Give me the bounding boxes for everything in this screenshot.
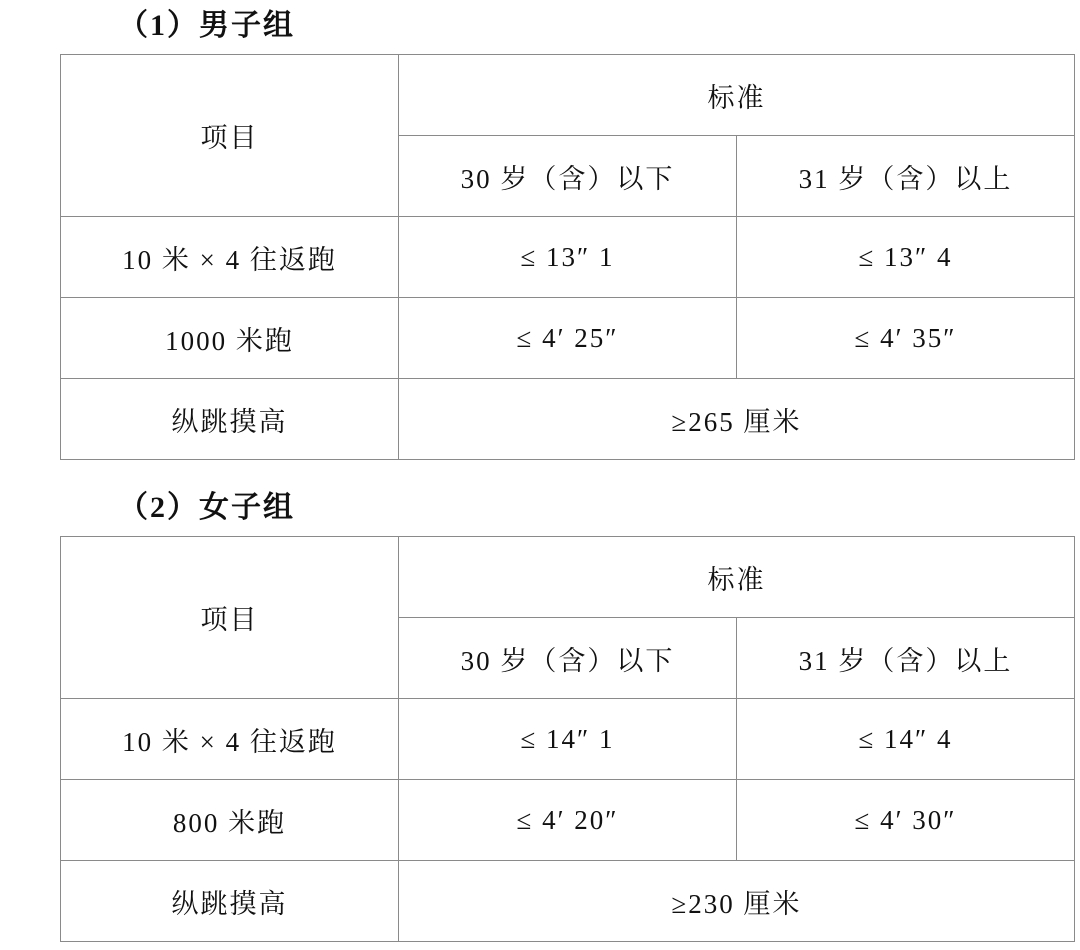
header-standard-men: 标准 <box>399 55 1075 136</box>
section-spacer <box>0 460 1080 482</box>
row-value-combined: ≥265 厘米 <box>399 379 1075 460</box>
row-item-label: 纵跳摸高 <box>61 379 399 460</box>
section-women <box>0 482 1080 942</box>
header-item-women: 项目 <box>61 537 399 699</box>
table-row <box>61 298 1075 379</box>
section-title-men: （1）男子组 <box>118 9 295 42</box>
row-item-label: 纵跳摸高 <box>61 861 399 942</box>
row-value-age-2: ≤ 14″ 4 <box>737 699 1075 780</box>
row-value-age-2: ≤ 13″ 4 <box>737 217 1075 298</box>
standards-table-women <box>60 536 1075 942</box>
table-row <box>61 55 1075 136</box>
row-value-age-1: ≤ 4′ 20″ <box>399 780 737 861</box>
header-age-group-1-women: 30 岁（含）以下 <box>399 618 737 699</box>
section-title-women: （2）女子组 <box>118 491 295 524</box>
header-age-group-2-women: 31 岁（含）以上 <box>737 618 1075 699</box>
table-row <box>61 379 1075 460</box>
table-row <box>61 861 1075 942</box>
section-men <box>0 0 1080 460</box>
table-row <box>61 780 1075 861</box>
standards-table-men <box>60 54 1075 460</box>
row-value-age-1: ≤ 13″ 1 <box>399 217 737 298</box>
row-value-age-2: ≤ 4′ 30″ <box>737 780 1075 861</box>
header-age-group-2-men: 31 岁（含）以上 <box>737 136 1075 217</box>
row-value-age-2: ≤ 4′ 35″ <box>737 298 1075 379</box>
row-item-label: 1000 米跑 <box>61 298 399 379</box>
table-row <box>61 699 1075 780</box>
row-value-age-1: ≤ 4′ 25″ <box>399 298 737 379</box>
header-standard-women: 标准 <box>399 537 1075 618</box>
header-item-men: 项目 <box>61 55 399 217</box>
header-age-group-1-men: 30 岁（含）以下 <box>399 136 737 217</box>
row-value-age-1: ≤ 14″ 1 <box>399 699 737 780</box>
row-item-label: 800 米跑 <box>61 780 399 861</box>
table-row <box>61 217 1075 298</box>
row-value-combined: ≥230 厘米 <box>399 861 1075 942</box>
row-item-label: 10 米 × 4 往返跑 <box>61 699 399 780</box>
table-row <box>61 537 1075 618</box>
row-item-label: 10 米 × 4 往返跑 <box>61 217 399 298</box>
